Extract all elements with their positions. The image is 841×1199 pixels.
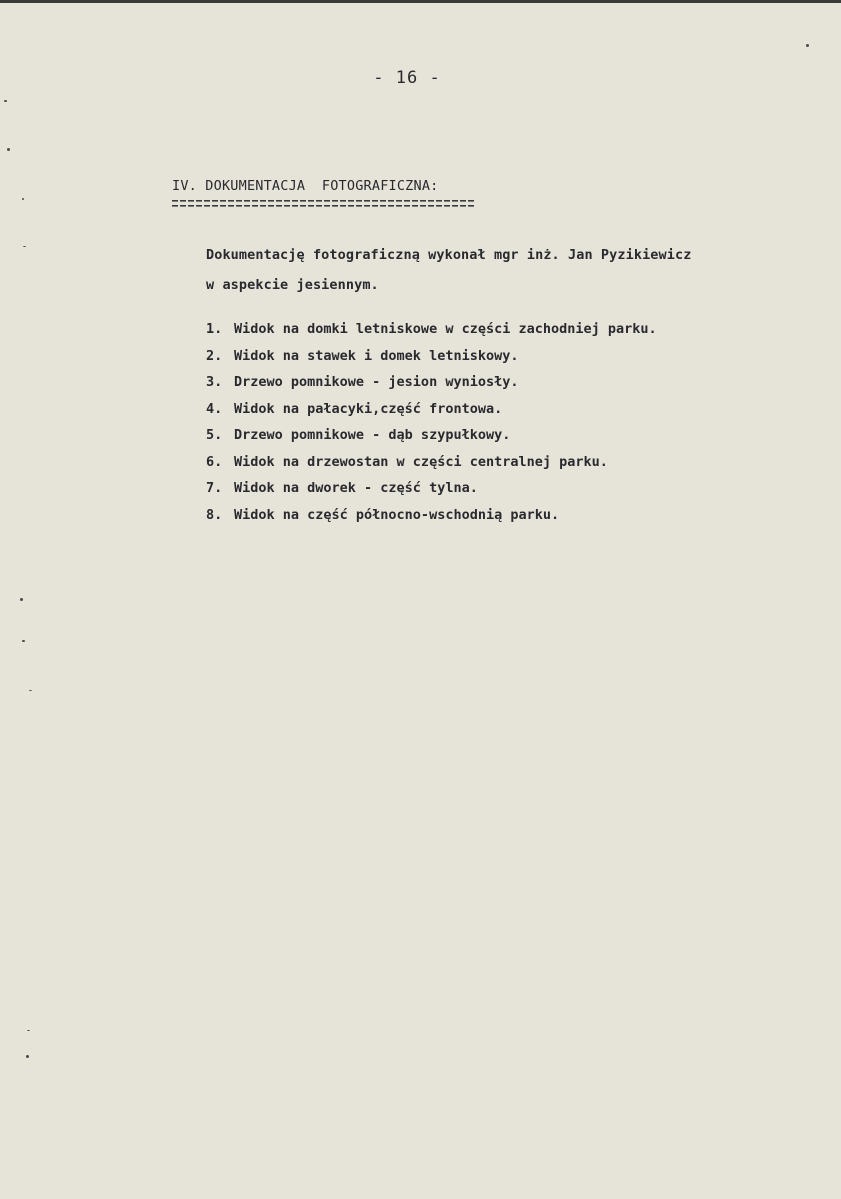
photo-description: Widok na domki letniskowe w części zachodniej parku. bbox=[234, 321, 657, 337]
photo-number: 6. bbox=[206, 453, 223, 470]
scan-speck bbox=[22, 640, 25, 642]
photo-description: Widok na stawek i domek letniskowy. bbox=[234, 347, 519, 364]
photo-list-item bbox=[206, 422, 657, 449]
photo-list bbox=[206, 316, 657, 528]
photo-description: Widok na pałacyki,część frontowa. bbox=[234, 400, 503, 417]
intro-line-1: Dokumentację fotograficzną wykonał mgr inż. Jan Pyzikiewicz bbox=[206, 247, 692, 263]
intro-paragraph bbox=[206, 240, 766, 300]
photo-list-item bbox=[206, 343, 657, 370]
photo-list-item bbox=[206, 369, 657, 396]
scan-speck bbox=[29, 690, 32, 691]
scan-speck bbox=[7, 148, 10, 151]
photo-description: Widok na część północno-wschodnią parku. bbox=[234, 506, 560, 523]
photo-description: Drzewo pomnikowe - dąb szypułkowy. bbox=[234, 427, 511, 443]
photo-list-item bbox=[206, 502, 657, 529]
photo-number: 5. bbox=[206, 427, 223, 443]
photo-number: 8. bbox=[206, 506, 223, 523]
photo-number: 2. bbox=[206, 347, 223, 364]
scan-speck bbox=[22, 198, 24, 200]
photo-list-item bbox=[206, 316, 657, 343]
scan-speck bbox=[4, 100, 7, 102]
photo-list-item bbox=[206, 396, 657, 423]
photo-description: Widok na drzewostan w części centralnej parku. bbox=[234, 453, 608, 470]
photo-list-item bbox=[206, 475, 657, 502]
title-double-underline bbox=[172, 198, 476, 210]
scan-speck bbox=[26, 1055, 29, 1058]
scan-speck bbox=[806, 44, 809, 47]
section-title: IV. DOKUMENTACJA FOTOGRAFICZNA: bbox=[172, 178, 439, 194]
intro-line-2: w aspekcie jesiennym. bbox=[206, 277, 379, 293]
photo-number: 1. bbox=[206, 321, 223, 337]
page-top-edge bbox=[0, 0, 841, 3]
page-number: - 16 - bbox=[373, 68, 441, 88]
photo-list-item bbox=[206, 449, 657, 476]
photo-number: 4. bbox=[206, 400, 223, 417]
photo-number: 7. bbox=[206, 480, 223, 496]
photo-description: Widok na dworek - część tylna. bbox=[234, 480, 478, 496]
photo-description: Drzewo pomnikowe - jesion wyniosły. bbox=[234, 374, 519, 390]
photo-number: 3. bbox=[206, 374, 223, 390]
scan-speck bbox=[20, 598, 23, 601]
scan-speck bbox=[23, 246, 26, 247]
scan-speck bbox=[27, 1030, 30, 1031]
